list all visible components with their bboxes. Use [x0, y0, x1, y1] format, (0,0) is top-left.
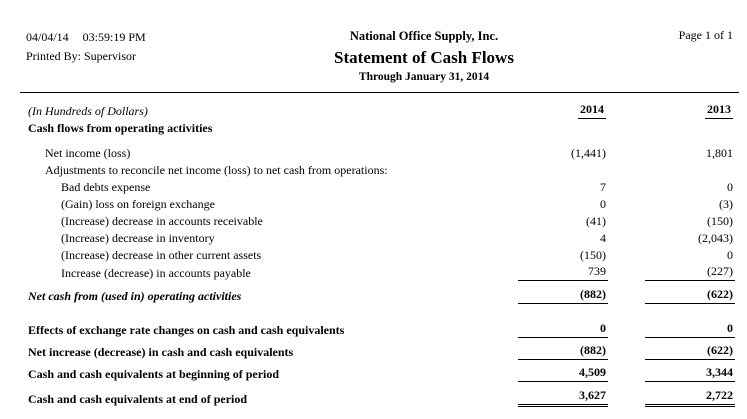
print-time: 03:59:19 PM	[82, 30, 146, 44]
table-row	[28, 320, 735, 338]
value-2014: 0	[518, 320, 608, 338]
value-2014: (882)	[518, 342, 608, 360]
table-row	[28, 161, 735, 178]
row-label: Cash and cash equivalents at beginning of period	[28, 367, 280, 381]
value-2014: 0	[600, 197, 606, 211]
value-2014: 4	[600, 231, 606, 245]
value-2014: (1,441)	[571, 146, 606, 160]
value-2013: (3)	[719, 197, 733, 211]
row-label: Increase (decrease) in accounts payable	[61, 266, 251, 280]
value-2013: (622)	[645, 286, 735, 304]
value-2013: 0	[727, 248, 733, 262]
table-row	[28, 178, 735, 195]
table-row-subtotal	[28, 286, 735, 304]
value-2014: 4,509	[518, 364, 608, 382]
table-row	[28, 263, 735, 281]
table-row	[28, 144, 735, 161]
column-header-2013: 2013	[645, 101, 735, 119]
value-2013: 0	[727, 180, 733, 194]
row-label: (Gain) loss on foreign exchange	[61, 197, 215, 211]
row-label: Adjustments to reconcile net income (loss) to net cash from operations:	[45, 163, 388, 177]
value-2013: 1,801	[706, 146, 733, 160]
table-row-section	[28, 119, 735, 136]
value-2013: (150)	[707, 214, 733, 228]
value-2014: 7	[600, 180, 606, 194]
row-label: Net income (loss)	[45, 146, 131, 160]
table-row	[28, 229, 735, 246]
row-label: (Increase) decrease in accounts receivable	[61, 214, 263, 228]
value-2013: (2,043)	[698, 231, 733, 245]
value-2014: (150)	[580, 248, 606, 262]
report-title: Statement of Cash Flows	[334, 48, 514, 67]
value-2013: (227)	[645, 263, 735, 281]
value-2013: 3,344	[645, 364, 735, 382]
row-label: Net increase (decrease) in cash and cash equivalents	[28, 345, 294, 359]
row-label: Cash and cash equivalents at end of period	[28, 392, 248, 406]
row-label: Net cash from (used in) operating activities	[28, 289, 242, 303]
row-label: (Increase) decrease in inventory	[61, 231, 215, 245]
report-title-block	[241, 28, 607, 85]
column-header-2014: 2014	[518, 101, 608, 119]
row-label: Bad debts expense	[61, 180, 151, 194]
table-row	[28, 212, 735, 229]
print-date: 04/04/14	[26, 30, 69, 44]
company-name: National Office Supply, Inc.	[349, 29, 499, 43]
page-indicator: Page 1 of 1	[678, 28, 733, 42]
table-row	[28, 195, 735, 212]
table-row	[28, 342, 735, 360]
report-period: Through January 31, 2014	[358, 71, 490, 83]
value-2014: (882)	[518, 286, 608, 304]
cash-flow-table	[0, 93, 747, 407]
column-header-row	[28, 99, 735, 119]
table-row	[28, 364, 735, 382]
row-label: Cash flows from operating activities	[28, 121, 213, 135]
value-2014: 739	[518, 263, 608, 281]
value-2013: (622)	[645, 342, 735, 360]
table-caption: (In Hundreds of Dollars)	[28, 104, 148, 118]
value-2014: (41)	[586, 214, 606, 228]
value-2013: 2,722	[645, 387, 735, 407]
table-row-total	[28, 387, 735, 407]
row-label: Effects of exchange rate changes on cash and cash equivalents	[28, 323, 345, 337]
row-label: (Increase) decrease in other current assets	[61, 248, 262, 262]
value-2014: 3,627	[518, 387, 608, 407]
print-info	[26, 28, 241, 66]
report-header	[0, 0, 747, 85]
printed-by: Printed By: Supervisor	[26, 49, 136, 63]
table-row	[28, 246, 735, 263]
value-2013: 0	[645, 320, 735, 338]
